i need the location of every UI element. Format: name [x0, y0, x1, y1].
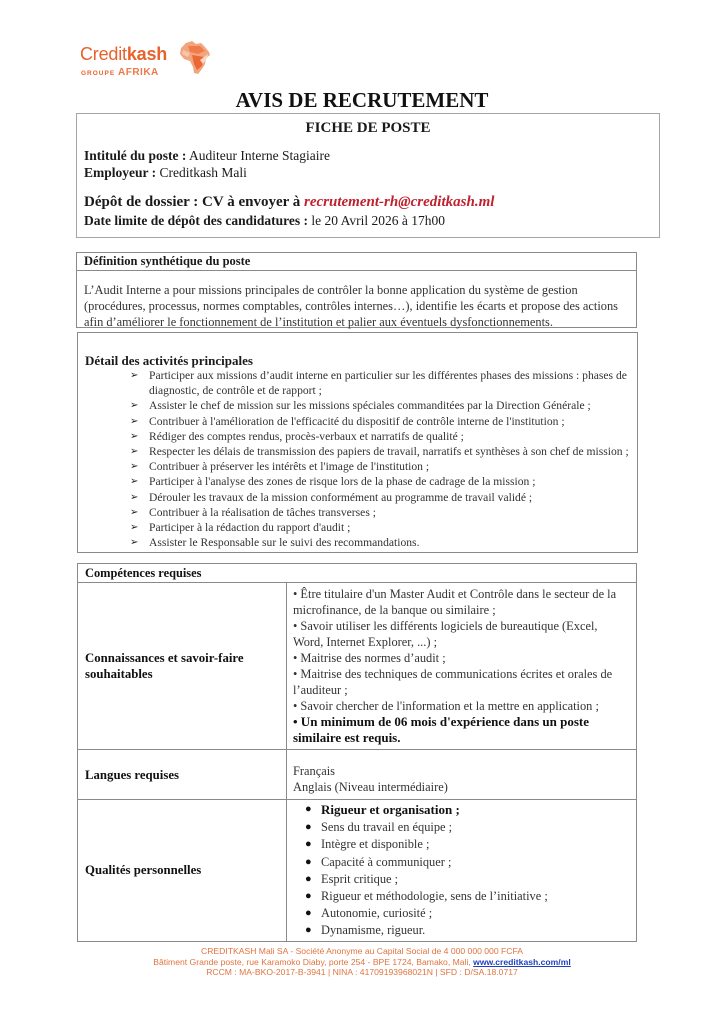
qualite-item: [293, 871, 630, 888]
deadline-line: [84, 213, 445, 229]
round-bullet-icon: ●: [305, 855, 312, 868]
round-bullet-icon: ●: [305, 907, 312, 920]
qualite-text: Dynamisme, rigueur.: [321, 923, 426, 938]
page-title: AVIS DE RECRUTEMENT: [235, 88, 489, 112]
poste-label: Intitulé du poste :: [84, 148, 187, 163]
logo-subtitle: [81, 67, 159, 78]
activity-item: [78, 535, 637, 550]
langues-row: [78, 750, 637, 800]
activity-item: [78, 459, 637, 474]
activity-text: Contribuer à l'amélioration de l'efficacité du dispositif de contrôle interne de l'institution ;: [149, 414, 565, 428]
arrow-bullet-icon: ➢: [130, 430, 139, 442]
activity-item: [78, 520, 637, 535]
logo-wordmark: [80, 44, 167, 65]
round-bullet-icon: ●: [305, 924, 312, 937]
activity-text: Assister le chef de mission sur les missions spéciales commanditées par la Direction Générale ;: [149, 399, 591, 413]
footer: [0, 946, 724, 978]
connaissance-item: • Savoir utiliser les différents logiciels de bureautique (Excel, Word, Internet Explorer, ...) ;: [293, 619, 598, 649]
fiche-title: FICHE DE POSTE: [305, 120, 431, 136]
website-link[interactable]: www.creditkash.com/ml: [473, 956, 571, 967]
deadline-value: le 20 Avril 2026 à 17h00: [308, 213, 445, 228]
qualite-text: Sens du travail en équipe ;: [321, 820, 453, 835]
activity-text: Dérouler les travaux de la mission conformément au programme de travail validé ;: [149, 490, 533, 504]
activity-item: [78, 444, 637, 459]
qualites-list: [293, 801, 630, 940]
footer-address: Bâtiment Grande poste, rue Karamoko Diaby, porte 254 - BPE 1724, Bamako, Mali,: [153, 956, 474, 967]
connaissances-row: [78, 583, 637, 750]
connaissances-values: [287, 583, 637, 750]
connaissance-item: • Être titulaire d'un Master Audit et Contrôle dans le secteur de la microfinance, de la banque ou similaire ;: [293, 587, 617, 617]
round-bullet-icon: ●: [305, 821, 312, 834]
footer-company-line: CREDITKASH Mali SA - Société Anonyme au Capital Social de 4 000 000 000 FCFA: [201, 946, 523, 956]
arrow-bullet-icon: ➢: [130, 415, 139, 427]
activity-item: [78, 474, 637, 489]
qualite-text: Intègre et disponible ;: [321, 837, 430, 852]
qualites-values: [287, 800, 637, 942]
activity-item: [78, 368, 637, 398]
competences-heading: Compétences requises: [78, 564, 637, 583]
qualite-text: Rigueur et méthodologie, sens de l’initiative ;: [321, 889, 548, 904]
langue-item: Français: [293, 764, 335, 778]
qualite-item: [293, 888, 630, 905]
activity-text: Contribuer à préserver les intérêts et l'image de l'institution ;: [149, 460, 430, 474]
arrow-bullet-icon: ➢: [130, 522, 139, 534]
arrow-bullet-icon: ➢: [130, 476, 139, 488]
activity-text: Assister le Responsable sur le suivi des recommandations.: [149, 536, 420, 550]
arrow-bullet-icon: ➢: [130, 400, 139, 412]
activity-item: [78, 398, 637, 413]
definition-box: [76, 252, 637, 328]
qualites-label: Qualités personnelles: [78, 800, 287, 942]
definition-text: L’Audit Interne a pour missions principales de contrôler la bonne application du système de gestion (procédures, processus, normes comptables, contrôles internes…), identifie les écarts et propose des actions afin d’améliorer le fonctionnement de l’institution et palier aux éventuels dysfonctionnements.: [84, 283, 619, 329]
activity-text: Participer aux missions d’audit interne en particulier sur les différentes phases des missions : phases de diagnostic, de contrôle et de rapport ;: [149, 369, 627, 398]
round-bullet-icon: ●: [305, 890, 312, 903]
logo-name-regular: Credit: [80, 44, 127, 64]
qualite-item: [293, 905, 630, 922]
qualites-row: [78, 800, 637, 942]
connaissance-item: • Savoir chercher de l'information et la mettre en application ;: [293, 699, 599, 713]
creditkash-logo: [80, 40, 220, 90]
activity-text: Rédiger des comptes rendus, procès-verbaux et narratifs de qualité ;: [149, 429, 464, 443]
arrow-bullet-icon: ➢: [130, 370, 139, 381]
poste-line: [84, 148, 330, 164]
qualite-item: [293, 836, 630, 853]
footer-registration-line: RCCM : MA-BKO-2017-B-3941 | NINA : 41709193968021N | SFD : D/SA.18.0717: [206, 967, 518, 977]
qualite-item: [293, 819, 630, 836]
activity-item: [78, 505, 637, 520]
definition-heading: Définition synthétique du poste: [77, 253, 636, 271]
recruitment-email-link[interactable]: recrutement-rh@creditkash.ml: [304, 194, 495, 210]
arrow-bullet-icon: ➢: [130, 461, 139, 473]
competences-table: [77, 563, 637, 942]
qualite-item: [293, 854, 630, 871]
footer-address-line: [0, 957, 724, 968]
poste-value: Auditeur Interne Stagiaire: [186, 148, 330, 163]
qualite-item: [293, 801, 630, 819]
langues-values: [287, 750, 637, 800]
round-bullet-icon: ●: [305, 838, 312, 851]
logo-sub-brand: AFRIKA: [117, 67, 159, 78]
activities-box: [77, 332, 638, 553]
qualite-text: Capacité à communiquer ;: [321, 854, 452, 869]
qualite-item: [293, 922, 630, 939]
langue-item: Anglais (Niveau intermédiaire): [293, 780, 448, 794]
round-bullet-icon: ●: [305, 803, 312, 815]
depot-label: Dépôt de dossier : CV à envoyer à: [84, 194, 304, 210]
depot-line: [84, 194, 494, 211]
activity-text: Participer à l'analyse des zones de risque lors de la phase de cadrage de la mission ;: [149, 475, 536, 489]
connaissance-item: • Maitrise des techniques de communications écrites et orales de l’auditeur ;: [293, 667, 613, 697]
employeur-value: Creditkash Mali: [156, 165, 247, 180]
employeur-line: [84, 165, 247, 181]
activity-text: Participer à la rédaction du rapport d'audit ;: [149, 521, 351, 535]
activity-item: [78, 429, 637, 444]
connaissance-item: • Maitrise des normes d’audit ;: [293, 651, 446, 665]
activity-text: Contribuer à la réalisation de tâches transverses ;: [149, 505, 376, 519]
activity-item: [78, 414, 637, 429]
activity-item: [78, 490, 637, 505]
arrow-bullet-icon: ➢: [130, 506, 139, 518]
deadline-label: Date limite de dépôt des candidatures :: [84, 213, 308, 228]
arrow-bullet-icon: ➢: [130, 491, 139, 503]
connaissances-label: Connaissances et savoir-faire souhaitables: [78, 583, 287, 750]
qualite-text: Rigueur et organisation ;: [321, 802, 460, 817]
arrow-bullet-icon: ➢: [130, 446, 139, 458]
arrow-bullet-icon: ➢: [130, 537, 139, 549]
activities-list: [78, 368, 637, 550]
logo-name-bold: kash: [126, 44, 168, 64]
africa-map-icon: [178, 40, 212, 76]
round-bullet-icon: ●: [305, 872, 312, 885]
logo-sub-prefix: GROUPE: [81, 70, 118, 77]
qualite-text: Esprit critique ;: [321, 871, 399, 886]
fiche-de-poste-box: [76, 113, 660, 238]
langues-label: Langues requises: [78, 750, 287, 800]
qualite-text: Autonomie, curiosité ;: [321, 906, 433, 921]
experience-requirement: • Un minimum de 06 mois d'expérience dans un poste similaire est requis.: [293, 714, 589, 745]
employeur-label: Employeur :: [84, 165, 157, 180]
competences-heading-row: [78, 564, 637, 583]
activity-text: Respecter les délais de transmission des papiers de travail, narratifs et synthèses à son chef de mission ;: [149, 445, 629, 459]
activities-heading: Détail des activités principales: [85, 353, 253, 368]
